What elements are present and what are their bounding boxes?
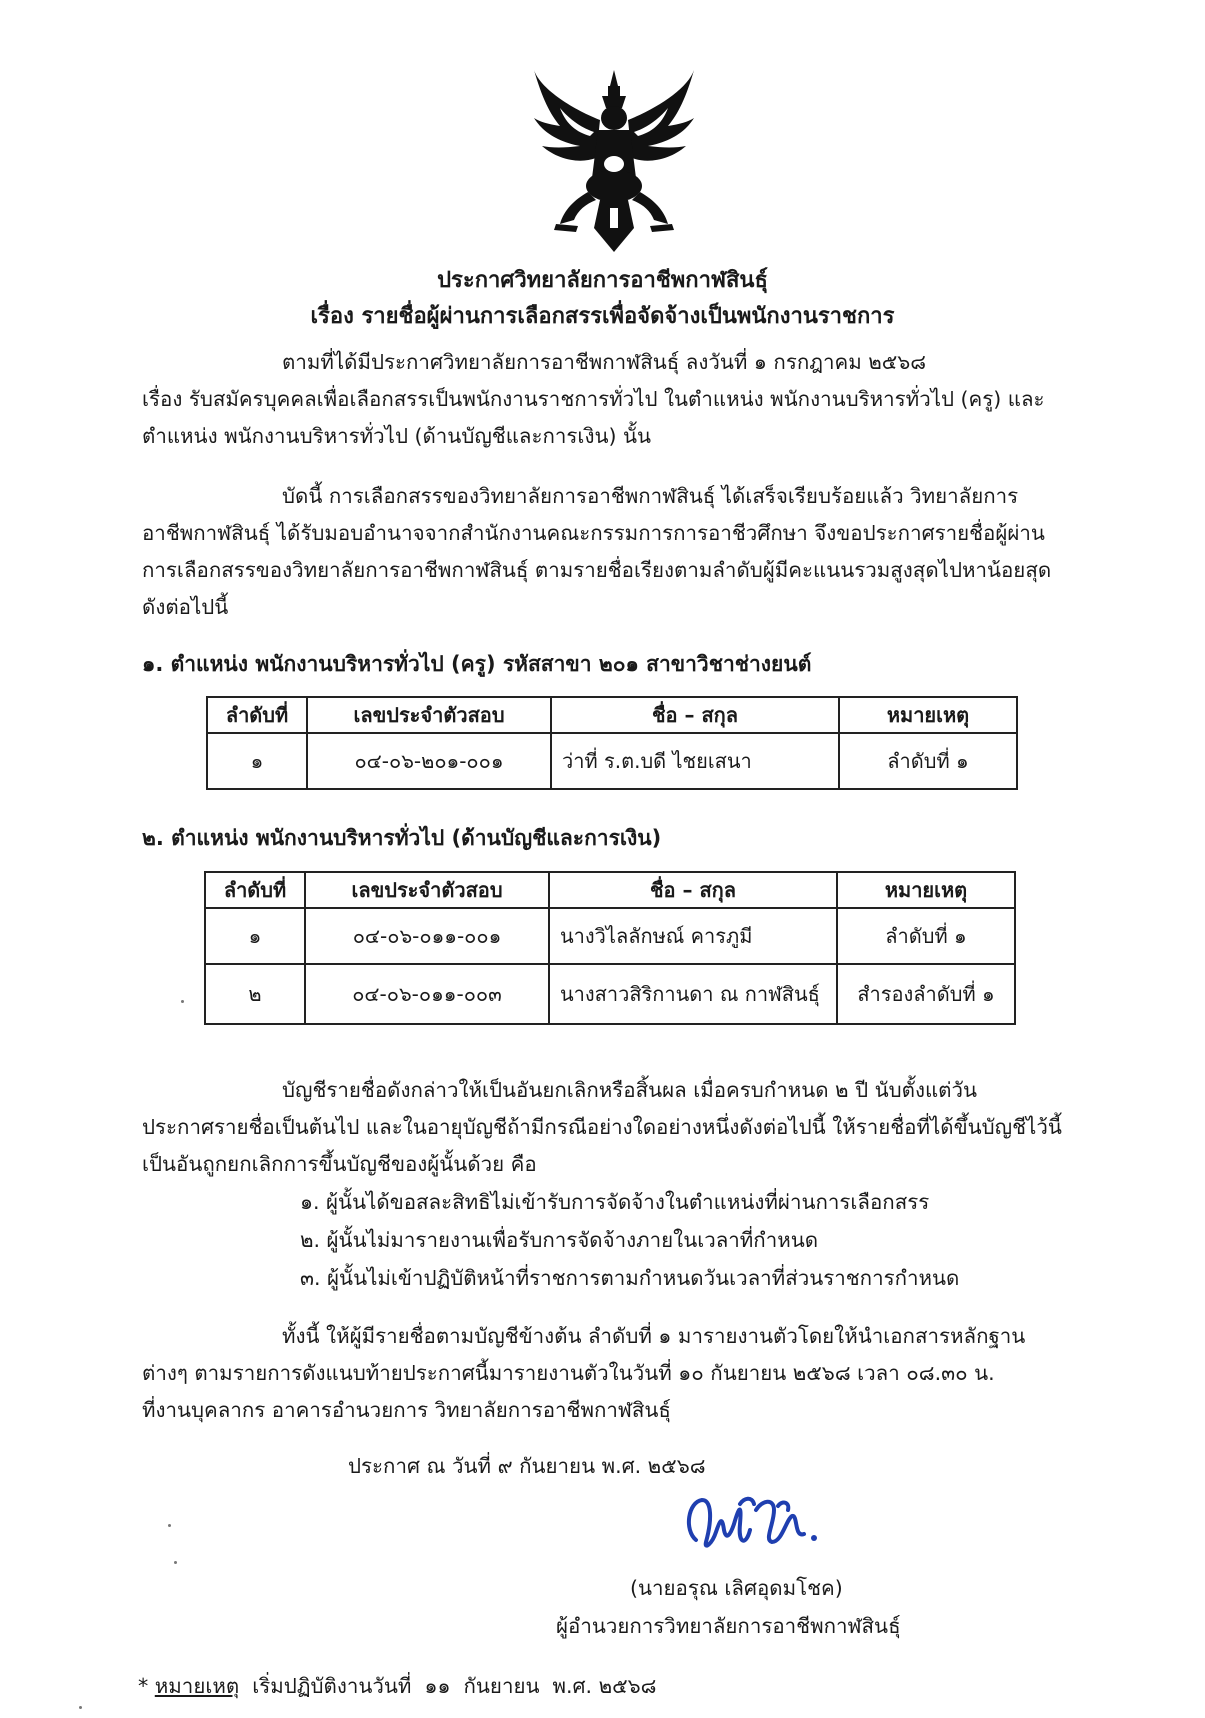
validity-line-1: บัญชีรายชื่อดังกล่าวให้เป็นอันยกเลิกหรือสิ้นผล เมื่อครบกำหนด ๒ ปี นับตั้งแต่วัน bbox=[282, 1078, 978, 1102]
validity-paragraph bbox=[142, 1072, 1082, 1183]
table-row bbox=[207, 733, 1017, 789]
signatory-position: ผู้อำนวยการวิทยาลัยการอาชีพกาฬสินธุ์ bbox=[556, 1614, 901, 1638]
table-row bbox=[205, 908, 1015, 964]
intro-line-1: ตามที่ได้มีประกาศวิทยาลัยการอาชีพกาฬสินธุ์ ลงวันที่ ๑ กรกฎาคม ๒๕๖๘ bbox=[282, 350, 927, 374]
report-line-2: ต่างๆ ตามรายการดังแนบท้ายประกาศนี้มารายงานตัวในวันที่ ๑๐ กันยายน ๒๕๖๘ เวลา ๐๘.๓๐ น. bbox=[142, 1361, 995, 1385]
scan-speck bbox=[168, 1524, 171, 1527]
footnote-text: เริ่มปฏิบัติงานวันที่ ๑๑ กันยายน พ.ศ. ๒๕๖๘ bbox=[239, 1674, 657, 1698]
cell-remark: ลำดับที่ ๑ bbox=[837, 908, 1015, 964]
table-header-row bbox=[207, 697, 1017, 733]
col-name-header: ชื่อ – สกุล bbox=[549, 872, 837, 908]
table-row bbox=[205, 964, 1015, 1024]
footnote-star: * bbox=[138, 1674, 149, 1698]
cancellation-item-1: ๑. ผู้นั้นได้ขอสละสิทธิไม่เข้ารับการจัดจ้างในตำแหน่งที่ผ่านการเลือกสรร bbox=[300, 1190, 930, 1214]
cell-order: ๑ bbox=[207, 733, 307, 789]
announcement-subject: เรื่อง รายชื่อผู้ผ่านการเลือกสรรเพื่อจัดจ้างเป็นพนักงานราชการ bbox=[310, 304, 895, 329]
footnote-label: หมายเหตุ bbox=[154, 1674, 240, 1698]
scan-speck bbox=[174, 1561, 177, 1564]
report-line-1: ทั้งนี้ ให้ผู้มีรายชื่อตามบัญชีข้างต้น ลำดับที่ ๑ มารายงานตัวโดยให้นำเอกสารหลักฐาน bbox=[282, 1324, 1026, 1348]
col-order-header: ลำดับที่ bbox=[207, 697, 307, 733]
section-1-heading: ๑. ตำแหน่ง พนักงานบริหารทั่วไป (ครู) รหัสสาขา ๒๐๑ สาขาวิชาช่างยนต์ bbox=[142, 652, 812, 676]
garuda-emblem-icon bbox=[530, 68, 698, 254]
announcement-title: ประกาศวิทยาลัยการอาชีพกาฬสินธุ์ bbox=[437, 268, 768, 293]
footnote bbox=[138, 1670, 656, 1703]
announce-date: ประกาศ ณ วันที่ ๙ กันยายน พ.ศ. ๒๕๖๘ bbox=[348, 1454, 706, 1478]
col-exam-id-header: เลขประจำตัวสอบ bbox=[305, 872, 549, 908]
intro-line-3: ตำแหน่ง พนักงานบริหารทั่วไป (ด้านบัญชีและการเงิน) นั้น bbox=[142, 424, 652, 448]
signatory-name: (นายอรุณ เลิศอุดมโชค) bbox=[630, 1576, 843, 1600]
result-line-4: ดังต่อไปนี้ bbox=[142, 595, 229, 619]
col-exam-id-header: เลขประจำตัวสอบ bbox=[307, 697, 551, 733]
cell-name: นางสาวสิริกานดา ณ กาฬสินธุ์ bbox=[549, 964, 837, 1024]
cell-name: นางวิไลลักษณ์ คารภูมี bbox=[549, 908, 837, 964]
cancellation-item-2: ๒. ผู้นั้นไม่มารายงานเพื่อรับการจัดจ้างภายในเวลาที่กำหนด bbox=[300, 1228, 819, 1252]
cell-name: ว่าที่ ร.ต.บดี ไชยเสนา bbox=[551, 733, 839, 789]
cell-order: ๑ bbox=[205, 908, 305, 964]
cell-order: ๒ bbox=[205, 964, 305, 1024]
report-paragraph bbox=[142, 1318, 1082, 1429]
result-paragraph bbox=[142, 478, 1082, 626]
scan-speck bbox=[79, 1706, 82, 1709]
section-2-table bbox=[204, 871, 1016, 1025]
col-remark-header: หมายเหตุ bbox=[839, 697, 1017, 733]
intro-line-2: เรื่อง รับสมัครบุคคลเพื่อเลือกสรรเป็นพนักงานราชการทั่วไป ในตำแหน่ง พนักงานบริหารทั่วไป (ครู) และ bbox=[142, 387, 1045, 411]
cell-exam-id: ๐๔-๐๖-๐๑๑-๐๐๑ bbox=[305, 908, 549, 964]
cell-exam-id: ๐๔-๐๖-๒๐๑-๐๐๑ bbox=[307, 733, 551, 789]
section-1-table bbox=[206, 696, 1018, 790]
intro-paragraph bbox=[142, 344, 1082, 455]
section-2-heading: ๒. ตำแหน่ง พนักงานบริหารทั่วไป (ด้านบัญชีและการเงิน) bbox=[142, 826, 662, 850]
scan-speck bbox=[181, 1000, 184, 1003]
signature-image bbox=[682, 1480, 832, 1570]
validity-line-3: เป็นอันถูกยกเลิกการขึ้นบัญชีของผู้นั้นด้วย คือ bbox=[142, 1152, 537, 1176]
cancellation-item-3: ๓. ผู้นั้นไม่เข้าปฏิบัติหน้าที่ราชการตามกำหนดวันเวลาที่ส่วนราชการกำหนด bbox=[300, 1266, 960, 1290]
result-line-1: บัดนี้ การเลือกสรรของวิทยาลัยการอาชีพกาฬสินธุ์ ได้เสร็จเรียบร้อยแล้ว วิทยาลัยการ bbox=[282, 484, 1019, 508]
col-name-header: ชื่อ – สกุล bbox=[551, 697, 839, 733]
result-line-2: อาชีพกาฬสินธุ์ ได้รับมอบอำนาจจากสำนักงานคณะกรรมการการอาชีวศึกษา จึงขอประกาศรายชื่อผู้ผ่าน bbox=[142, 521, 1045, 545]
col-remark-header: หมายเหตุ bbox=[837, 872, 1015, 908]
validity-line-2: ประกาศรายชื่อเป็นต้นไป และในอายุบัญชีถ้ามีกรณีอย่างใดอย่างหนึ่งดังต่อไปนี้ ให้รายชื่อที่ได้ขึ้นบัญชีไว้นี้ bbox=[142, 1115, 1062, 1139]
cell-remark: สำรองลำดับที่ ๑ bbox=[837, 964, 1015, 1024]
cell-remark: ลำดับที่ ๑ bbox=[839, 733, 1017, 789]
report-line-3: ที่งานบุคลากร อาคารอำนวยการ วิทยาลัยการอาชีพกาฬสินธุ์ bbox=[142, 1398, 671, 1422]
result-line-3: การเลือกสรรของวิทยาลัยการอาชีพกาฬสินธุ์ ตามรายชื่อเรียงตามลำดับผู้มีคะแนนรวมสูงสุดไปหาน้อยสุด bbox=[142, 558, 1052, 582]
cell-exam-id: ๐๔-๐๖-๐๑๑-๐๐๓ bbox=[305, 964, 549, 1024]
table-header-row bbox=[205, 872, 1015, 908]
col-order-header: ลำดับที่ bbox=[205, 872, 305, 908]
